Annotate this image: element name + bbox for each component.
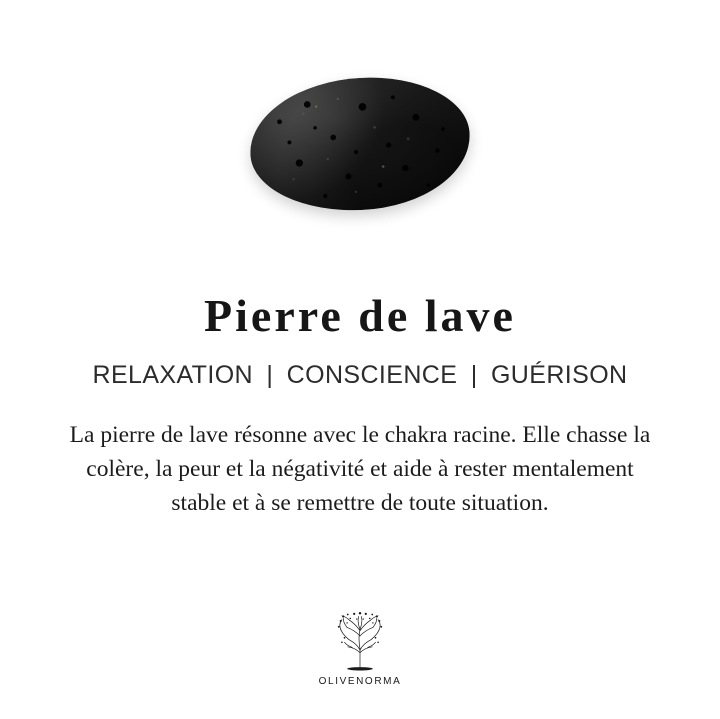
attribute-conscience: CONSCIENCE — [286, 361, 458, 389]
attribute-separator-2: | — [470, 361, 478, 389]
lava-stone-image — [250, 78, 470, 213]
lava-stone-shape — [247, 72, 474, 215]
brand-logo — [0, 610, 720, 687]
page-title: Pierre de lave — [204, 290, 516, 341]
product-description: La pierre de lave résonne avec le chakra racine. Elle chasse la colère, la peur et la négativité et aide à rester mentalement stable et à se remettre de toute situation. — [69, 422, 651, 517]
attribute-separator-1: | — [266, 361, 274, 389]
attribute-relaxation: RELAXATION — [92, 361, 254, 389]
brand-name: OLIVENORMA — [318, 676, 402, 687]
attributes-line — [92, 361, 627, 390]
attribute-guerison: GUÉRISON — [490, 361, 628, 389]
tree-icon — [327, 610, 393, 672]
